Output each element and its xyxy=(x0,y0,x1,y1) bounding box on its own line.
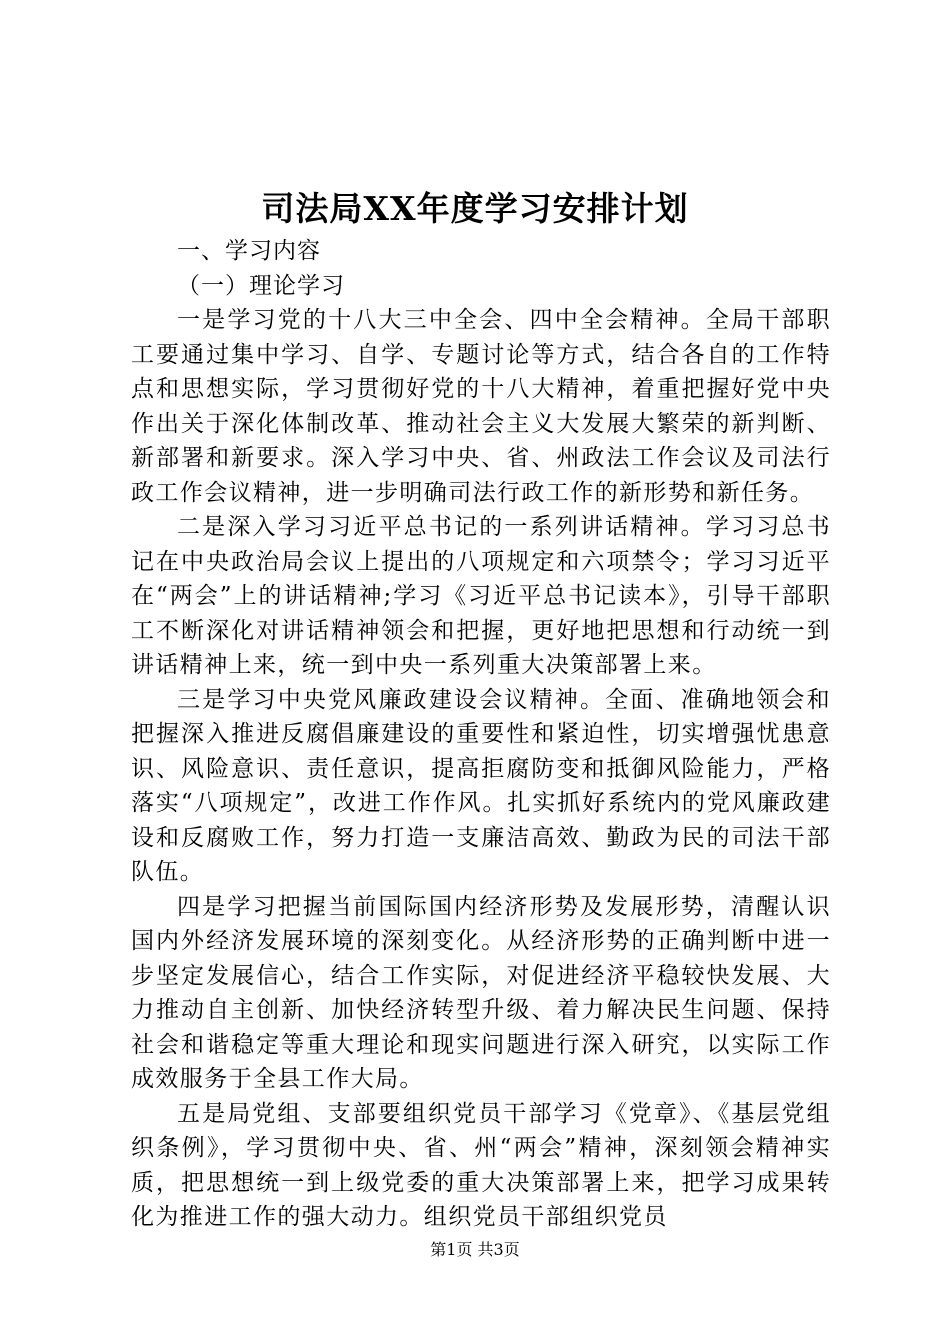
paragraph-1: 一是学习党的十八大三中全会、四中全会精神。全局干部职工要通过集中学习、自学、专题讨论等方式，结合各自的工作特点和思想实际，学习贯彻好党的十八大精神，着重把握好党中央作出关于深化体制改革、推动社会主义大发展大繁荣的新判断、新部署和新要求。深入学习中央、省、州政法工作会议及司法行政工作会议精神，进一步明确司法行政工作的新形势和新任务。 xyxy=(131,307,831,506)
document-body xyxy=(131,234,831,1235)
paragraph-4: 四是学习把握当前国际国内经济形势及发展形势，清醒认识国内外经济发展环境的深刻变化。从经济形势的正确判断中进一步坚定发展信心，结合工作实际，对促进经济平稳较快发展、大力推动自主创新、加快经济转型升级、着力解决民生问题、保持社会和谐稳定等重大理论和现实问题进行深入研究，以实际工作成效服务于全县工作大局。 xyxy=(131,893,831,1092)
page-footer: 第1页 共3页 xyxy=(430,1240,520,1259)
section-heading: 一、学习内容 xyxy=(177,238,321,264)
document-title: 司法局XX年度学习安排计划 xyxy=(261,189,689,228)
subsection-heading: （一）理论学习 xyxy=(177,272,345,299)
paragraph-5: 五是局党组、支部要组织党员干部学习《党章》、《基层党组织条例》，学习贯彻中央、省、州“两会”精神，深刻领会精神实质，把思想统一到上级党委的重大决策部署上来，把学习成果转化为推进工作的强大动力。组织党员干部组织党员 xyxy=(131,1100,831,1230)
paragraph-2: 二是深入学习习近平总书记的一系列讲话精神。学习习总书记在中央政治局会议上提出的八项规定和六项禁令；学习习近平在“两会”上的讲话精神;学习《习近平总书记读本》，引导干部职工不断深化对讲话精神领会和把握，更好地把思想和行动统一到讲话精神上来，统一到中央一系列重大决策部署上来。 xyxy=(131,514,831,678)
paragraph-3: 三是学习中央党风廉政建设会议精神。全面、准确地领会和把握深入推进反腐倡廉建设的重要性和紧迫性，切实增强忧患意识、风险意识、责任意识，提高拒腐防变和抵御风险能力，严格落实“八项规定”，改进工作作风。扎实抓好系统内的党风廉政建设和反腐败工作，努力打造一支廉洁高效、勤政为民的司法干部队伍。 xyxy=(131,686,831,885)
